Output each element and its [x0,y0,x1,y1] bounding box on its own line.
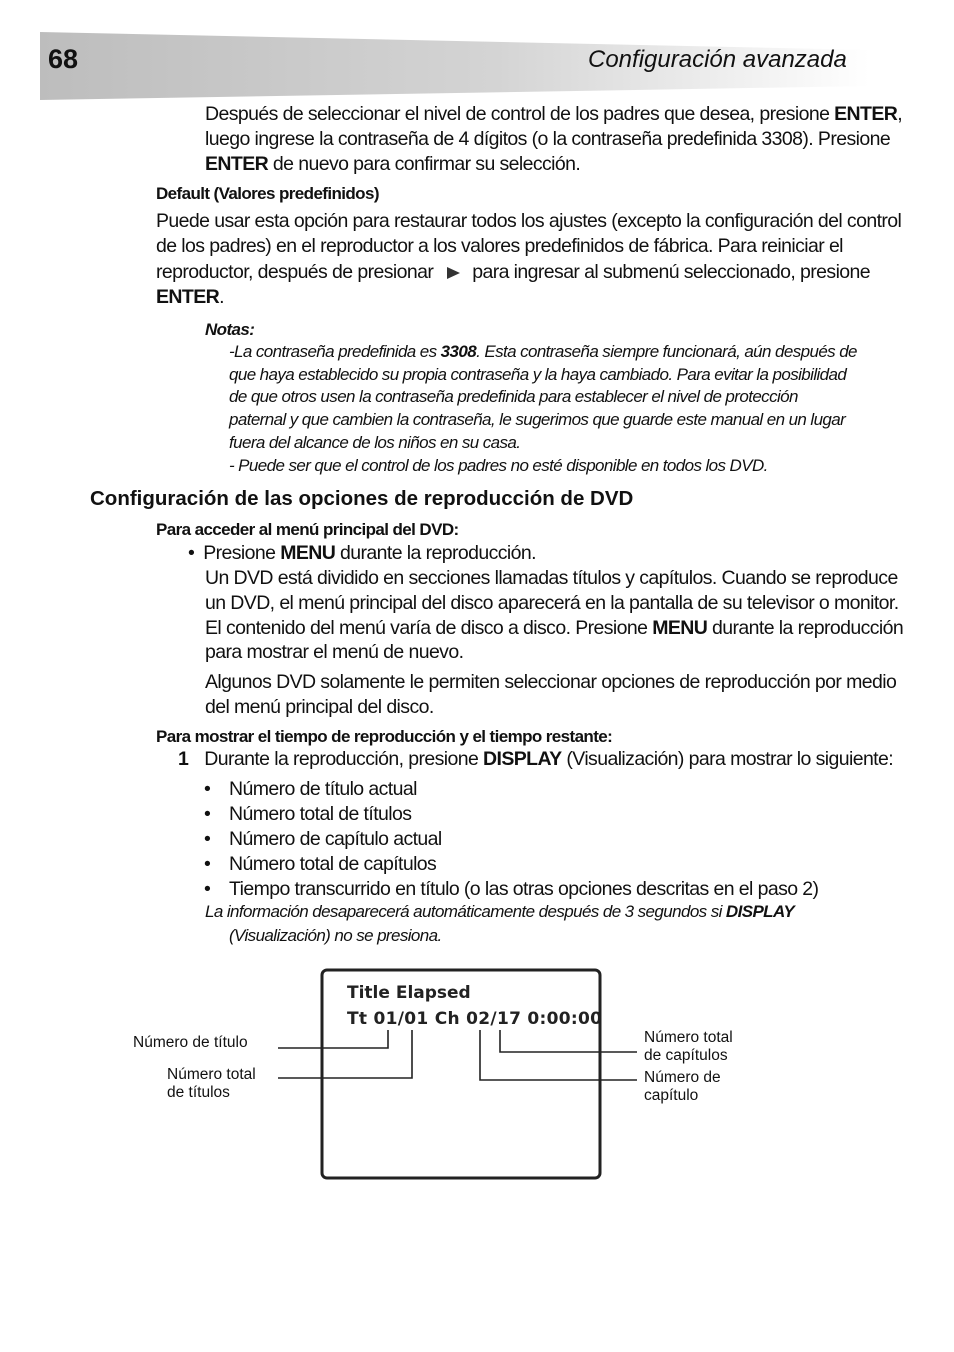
on-screen-display-diagram [0,960,954,1190]
page-number: 68 [48,44,79,74]
default-heading: Default (Valores predefinidos) [156,184,379,203]
notes-heading: Notas: [205,320,255,339]
screen-readout: Tt 01/01 Ch 02/17 0:00:00 [347,1009,603,1029]
intro-line-3: ENTER de nuevo para confirmar su selección. [205,153,581,175]
menu-para-line-6: del menú principal del disco. [205,696,434,718]
list-item: • Número de capítulo actual [204,828,442,850]
list-item: • Número de título actual [204,778,417,800]
screen-title: Title Elapsed [347,983,471,1003]
list-item: • Número total de títulos [204,803,412,825]
default-line-1: Puede usar esta opción para restaurar todos los ajustes (excepto la configuración del control [156,210,902,232]
intro-line-2: luego ingrese la contraseña de 4 dígitos (o la contraseña predefinida 3308). Presione [205,128,891,150]
menu-para-line-4: para mostrar el menú de nuevo. [205,641,464,663]
menu-bullet: • Presione MENU durante la reproducción. [188,542,536,564]
note-line-2: que haya establecido su propia contraseña y la haya cambiado. Para evitar la posibilidad [229,365,847,384]
menu-para-line-5: Algunos DVD solamente le permiten seleccionar opciones de reproducción por medio [205,671,897,693]
menu-para-line-2: un DVD, el menú principal del disco aparecerá en la pantalla de su televisor o monitor. [205,592,899,614]
note-line-6: - Puede ser que el control de los padres no esté disponible en todos los DVD. [229,456,768,475]
label-chapter-1: Número de [644,1069,721,1086]
play-icon [447,267,460,279]
default-line-3: reproductor, después de presionar para ingresar al submenú seleccionado, presione [156,261,871,283]
label-total-titles-2: de títulos [167,1084,230,1101]
menu-para-line-1: Un DVD está dividido en secciones llamadas títulos y capítulos. Cuando se reproduce [205,567,898,589]
list-item: • Número total de capítulos [204,853,437,875]
label-title-number: Número de título [133,1034,248,1051]
default-line-4: ENTER. [156,286,224,308]
info-line-2: (Visualización) no se presiona. [229,926,442,945]
label-total-chapters-2: de capítulos [644,1047,728,1064]
section-title: Configuración avanzada [588,46,847,73]
label-chapter-2: capítulo [644,1087,699,1104]
info-line-1: La información desaparecerá automáticamente después de 3 segundos si DISPLAY [205,902,795,921]
sub-heading-menu: Para acceder al menú principal del DVD: [156,520,459,539]
label-total-titles-1: Número total [167,1066,256,1083]
step-1: 1 Durante la reproducción, presione DISPLAY (Visualización) para mostrar lo siguiente: [178,748,894,770]
default-line-2: de los padres) en el reproductor a los valores predefinidos de fábrica. Para reiniciar el [156,235,843,257]
sub-heading-display: Para mostrar el tiempo de reproducción y el tiempo restante: [156,727,613,746]
list-item: • Tiempo transcurrido en título (o las otras opciones descritas en el paso 2) [204,878,819,900]
note-line-3: de que otros usen la contraseña predefinida para establecer el nivel de protección [229,387,798,406]
note-line-5: fuera del alcance de los niños en su casa. [229,433,521,452]
label-total-chapters-1: Número total [644,1029,733,1046]
menu-para-line-3: El contenido del menú varía de disco a disco. Presione MENU durante la reproducción [205,617,904,639]
note-line-4: paternal y que cambien la contraseña, le sugerimos que guarde este manual en un lugar [229,410,846,429]
dvd-section-title: Configuración de las opciones de reproducción de DVD [90,487,634,510]
note-line-1: -La contraseña predefinida es 3308. Esta contraseña siempre funcionará, aún después de [229,342,857,361]
intro-line-1: Después de seleccionar el nivel de control de los padres que desea, presione ENTER, [205,103,903,125]
